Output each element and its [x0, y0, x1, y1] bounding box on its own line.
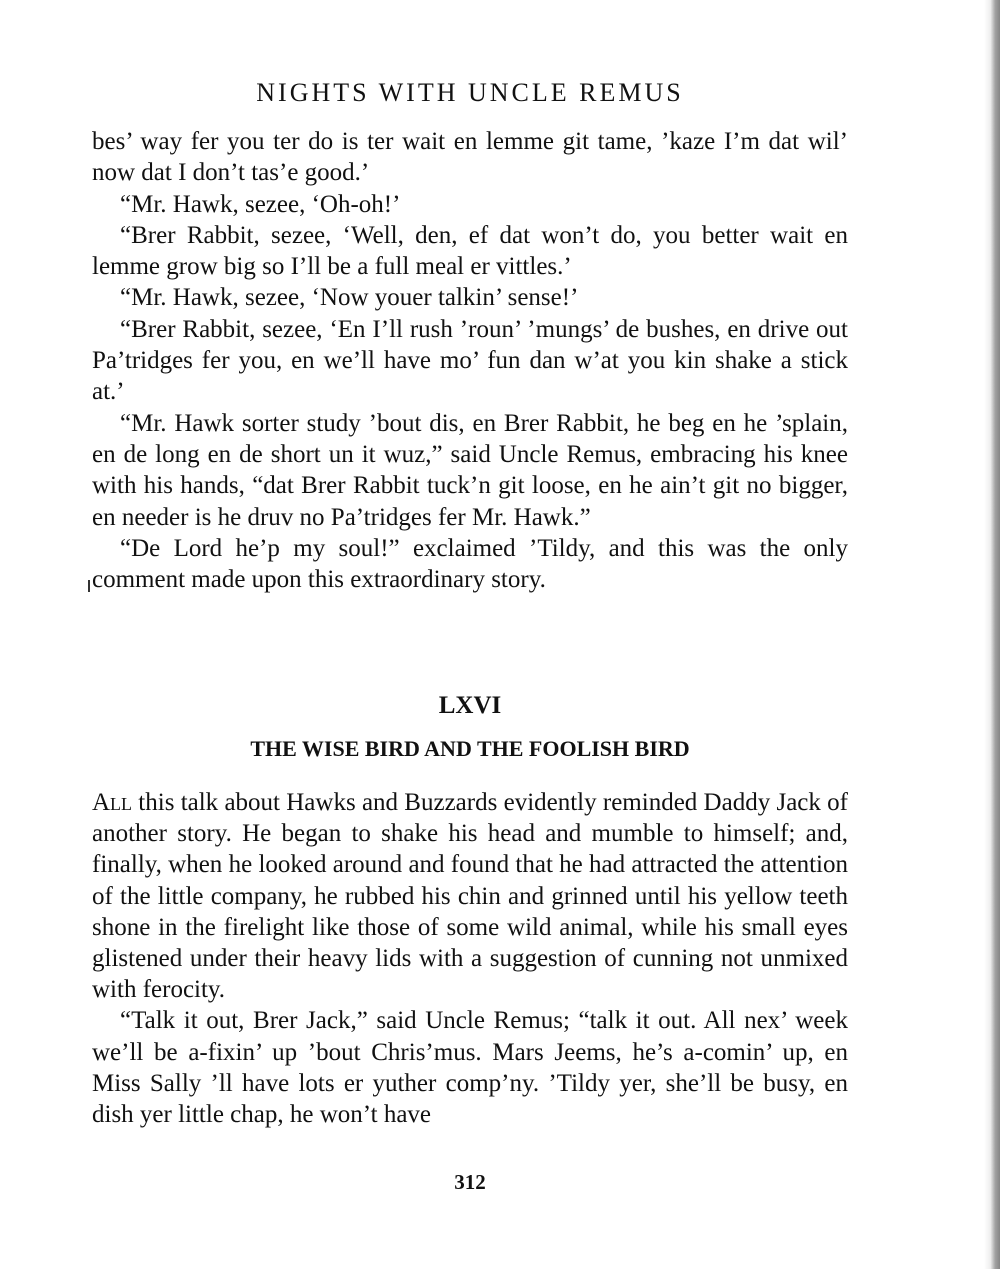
chapter-opening-paragraph: [92, 787, 848, 1005]
margin-mark: [88, 580, 90, 592]
paragraph: “De Lord he’p my soul!” exclaimed ’Tildy, and this was the only comment made upon this extraordinary story.: [92, 534, 848, 594]
paragraph: “Mr. Hawk sorter study ’bout dis, en Brer Rabbit, he beg en he ’splain, en de long en de short un it wuz,” said Uncle Remus, embracing his knee with his hands, “dat Brer Rabbit tuck’n git loose, en he ain’t git no bigger, en needer is he druv no Pa’tridges fer Mr. Hawk.”: [92, 409, 848, 531]
page-number: 312: [454, 1170, 486, 1194]
paragraph: “Talk it out, Brer Jack,” said Uncle Remus; “talk it out. All nex’ week we’ll be a-fixin’ up ’bout Chris’mus. Mars Jeems, he’s a-comin’ up, en Miss Sally ’ll have lots er yuther comp’ny. ’Tildy yer, she’ll be busy, en dish yer little chap, he won’t have: [92, 1007, 848, 1129]
page-edge-shadow: [984, 0, 1000, 1269]
chapter-title: THE WISE BIRD AND THE FOOLISH BIRD: [250, 736, 690, 761]
page-body-text: [92, 126, 848, 595]
running-head: NIGHTS WITH UNCLE REMUS: [256, 78, 684, 107]
paragraph: “Brer Rabbit, sezee, ‘Well, den, ef dat won’t do, you better wait en lemme grow big so I’ll be a full meal er vittles.’: [92, 221, 848, 281]
paragraph: “Mr. Hawk, sezee, ‘Now youer talkin’ sense!’: [120, 284, 579, 312]
paragraph-text: this talk about Hawks and Buzzards evidently reminded Daddy Jack of another story. He began to shake his head and mumble to himself; and, finally, when he looked around and found that he had attracted the attention of the little company, he rubbed his chin and grinned until his yellow teeth shone in the firelight like those of some wild animal, while his small eyes glistened under their heavy lids with a suggestion of cunning not unmixed with ferocity.: [92, 789, 848, 1004]
drop-word: All: [92, 789, 133, 816]
paragraph: bes’ way fer you ter do is ter wait en lemme git tame, ’kaze I’m dat wil’ now dat I don’t tas’e good.’: [92, 128, 848, 187]
paragraph: “Mr. Hawk, sezee, ‘Oh-oh!’: [120, 190, 401, 218]
chapter-number: LXVI: [438, 692, 502, 719]
paragraph: “Brer Rabbit, sezee, ‘En I’ll rush ’roun’ ’mungs’ de bushes, en drive out Pa’tridges fer you, en we’ll have mo’ fun dan w’at you kin shake a stick at.’: [92, 315, 848, 406]
chapter-body-text: [92, 787, 848, 1130]
